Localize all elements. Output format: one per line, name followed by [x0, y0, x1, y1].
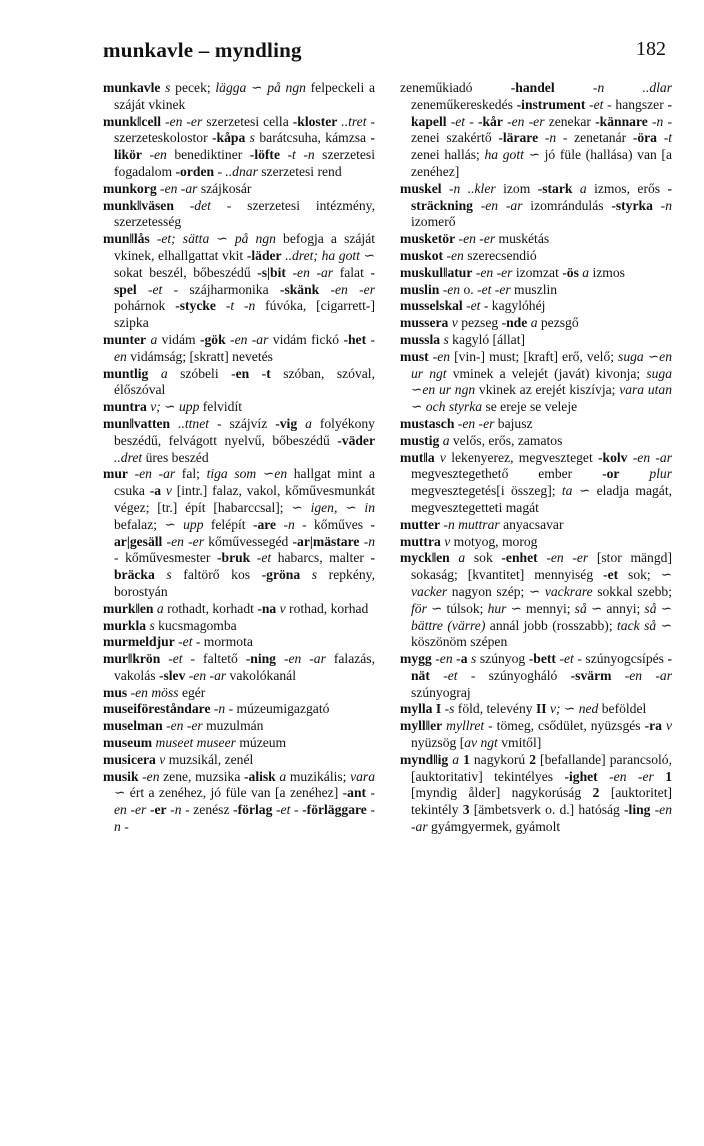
dictionary-entry: mur -en -ar fal; tiga som ∽en hallgat mint a csuka -a v [intr.] falaz, vakol, kőművesmunkát végez; [tr.] épít [habarccsal]; ∽ igen, ∽ in befalaz; ∽ upp felépít -are -n - kőműves -ar|gesäll -en -er kőművessegéd -ar|mästare -n - kőművesmester -bruk -et habarcs, malter -bräcka s faltörő kos -gröna s repkény, borostyán — [103, 466, 376, 599]
dictionary-entry: myck‖en a sok -enhet -en -er [stor mängd] sokaság; [kvantitet] mennyiség -et sok; ∽ vacker nagyon szép; ∽ vackrare sokkal szebb; för ∽ túlsok; hur ∽ mennyi; så ∽ annyi; så ∽ bättre (värre) annál jobb (rosszabb); tack så ∽ köszönöm szépen — [400, 550, 672, 650]
dictionary-entry: museiföreståndare -n - múzeumigazgató — [103, 701, 330, 717]
dictionary-entry: munter a vidám -gök -en -ar vidám fickó -het -en vidámság; [skratt] nevetés — [103, 331, 376, 364]
dictionary-entry: murk‖en a rothadt, korhadt -na v rothad, korhad — [103, 600, 369, 616]
dictionary-entry: munkorg -en -ar szájkosár — [103, 180, 252, 196]
dictionary-entry: myll‖er myllret - tömeg, csődület, nyüzsgés -ra v nyüzsög [av ngt vmitől] — [400, 718, 672, 751]
dictionary-entry: mut‖a v lekenyerez, megveszteget -kolv -en -ar megvesztegethető ember -or plur megvesztegetés[i összeg]; ta ∽ eladja magát, megvesztegetteti magát — [400, 449, 673, 515]
dictionary-entry: muskul‖atur -en -er izomzat -ös a izmos — [400, 264, 625, 280]
dictionary-entry: must -en [vin-] must; [kraft] erő, velő; suga ∽en ur ngt vminek a velejét (javát) kivonja; suga ∽en ur ngn vkinek az erejét kiszívja; vara utan ∽ och styrka se ereje se veleje — [400, 348, 673, 415]
dictionary-entry: mur‖krön -et - faltető -ning -en -ar falazás, vakolás -slev -en -ar vakolókanál — [103, 651, 375, 683]
dictionary-entry: mynd‖ig a 1 nagykorú 2 [befallande] parancsoló, [auktoritativ] tekintélyes -ighet -en -er 1 [myndig ålder] nagykorúság 2 [auktoritet] tekintély 3 [ämbetsverk o. d.] hatóság -ling -en -ar gyámgyermek, gyámolt — [400, 751, 673, 835]
dictionary-entry: muselman -en -er muzulmán — [103, 718, 264, 734]
dictionary-entry: mustasch -en -er bajusz — [400, 415, 533, 431]
dictionary-entry: museum museet museer múzeum — [103, 735, 287, 751]
left-column — [103, 80, 375, 836]
dictionary-entry: muttra v motyog, morog — [400, 533, 538, 549]
dictionary-entry: munkavle s pecek; lägga ∽ på ngn felpeckeli a száját vkinek — [103, 80, 375, 112]
dictionary-entry: munk‖cell -en -er szerzetesi cella -kloster ..tret - szerzeteskolostor -kåpa s barátcsuha, kámzsa -likör -en benediktiner -löfte -t -n szerzetesi fogadalom -orden - ..dnar szerzetesi rend — [103, 113, 375, 179]
dictionary-entry: mussera v pezseg -nde a pezsgő — [400, 315, 579, 331]
dictionary-entry: musik -en zene, muzsika -alisk a muzikális; vara ∽ ért a zenéhez, jó füle van [a zenéhez] -ant -en -er -er -n - zenész -förlag -et - -förläggare -n - — [103, 768, 376, 835]
dictionary-entry: mus -en möss egér — [103, 684, 206, 700]
dictionary-entry: zeneműkiadó -handel -n ..dlar zeneműkereskedés -instrument -et - hangszer -kapell -et - -kår -en -er zenekar -kännare -n - zenei szakértő -lärare -n - zenetanár -öra -t zenei hallás; ha gott ∽ jó füle (hallása) van [a zenéhez] — [400, 80, 673, 179]
dictionary-entry: mun‖lås -et; sätta ∽ på ngn befogja a száját vkinek, elhallgattat vkit -läder ..dret; ha gott ∽ sokat beszél, bőbeszédű -s|bit -en -ar falat -spel -et - szájharmonika -skänk -en -er pohárnok -stycke -t -n fúvóka, [cigarrett-] szipka — [103, 231, 376, 331]
dictionary-entry: musicera v muzsikál, zenél — [103, 751, 254, 767]
dictionary-entry: mun‖vatten ..ttnet - szájvíz -vig a folyékony beszédű, felvágott nyelvű, bőbeszédű -väder ..dret üres beszéd — [103, 415, 375, 465]
dictionary-entry: munk‖väsen -det - szerzetesi intézmény, szerzetesség — [103, 197, 375, 230]
page-number: 182 — [636, 38, 666, 60]
dictionary-entry: mylla I -s föld, televény II v; ∽ ned beföldel — [400, 701, 647, 717]
dictionary-entry: murkla s kucsmagomba — [103, 617, 237, 633]
right-column — [400, 80, 672, 836]
dictionary-entry: muskel -n ..kler izom -stark a izmos, erős -sträckning -en -ar izomrándulás -styrka -n izomerő — [400, 180, 673, 230]
running-head: munkavle – myndling — [103, 38, 302, 62]
dictionary-entry: muntra v; ∽ upp felvidít — [103, 399, 243, 415]
dictionary-entry: mygg -en -a s szúnyog -bett -et - szúnyogcsípés -nät -et - szúnyogháló -svärm -en -ar szúnyograj — [400, 651, 673, 700]
dictionary-entry: musketör -en -er muskétás — [400, 231, 550, 247]
dictionary-entry: musselskal -et - kagylóhéj — [400, 298, 546, 314]
dictionary-entry: murmeldjur -et - mormota — [103, 634, 253, 650]
dictionary-entry: muslin -en o. -et -er muszlin — [400, 281, 558, 297]
dictionary-entry: muskot -en szerecsendió — [400, 247, 537, 263]
dictionary-entry: mustig a velős, erős, zamatos — [400, 432, 563, 448]
dictionary-entry: muntlig a szóbeli -en -t szóban, szóval, élőszóval — [103, 365, 375, 398]
page-header — [103, 38, 666, 68]
dictionary-entry: mussla s kagyló [állat] — [400, 331, 525, 347]
dictionary-entry: mutter -n muttrar anyacsavar — [400, 516, 564, 532]
